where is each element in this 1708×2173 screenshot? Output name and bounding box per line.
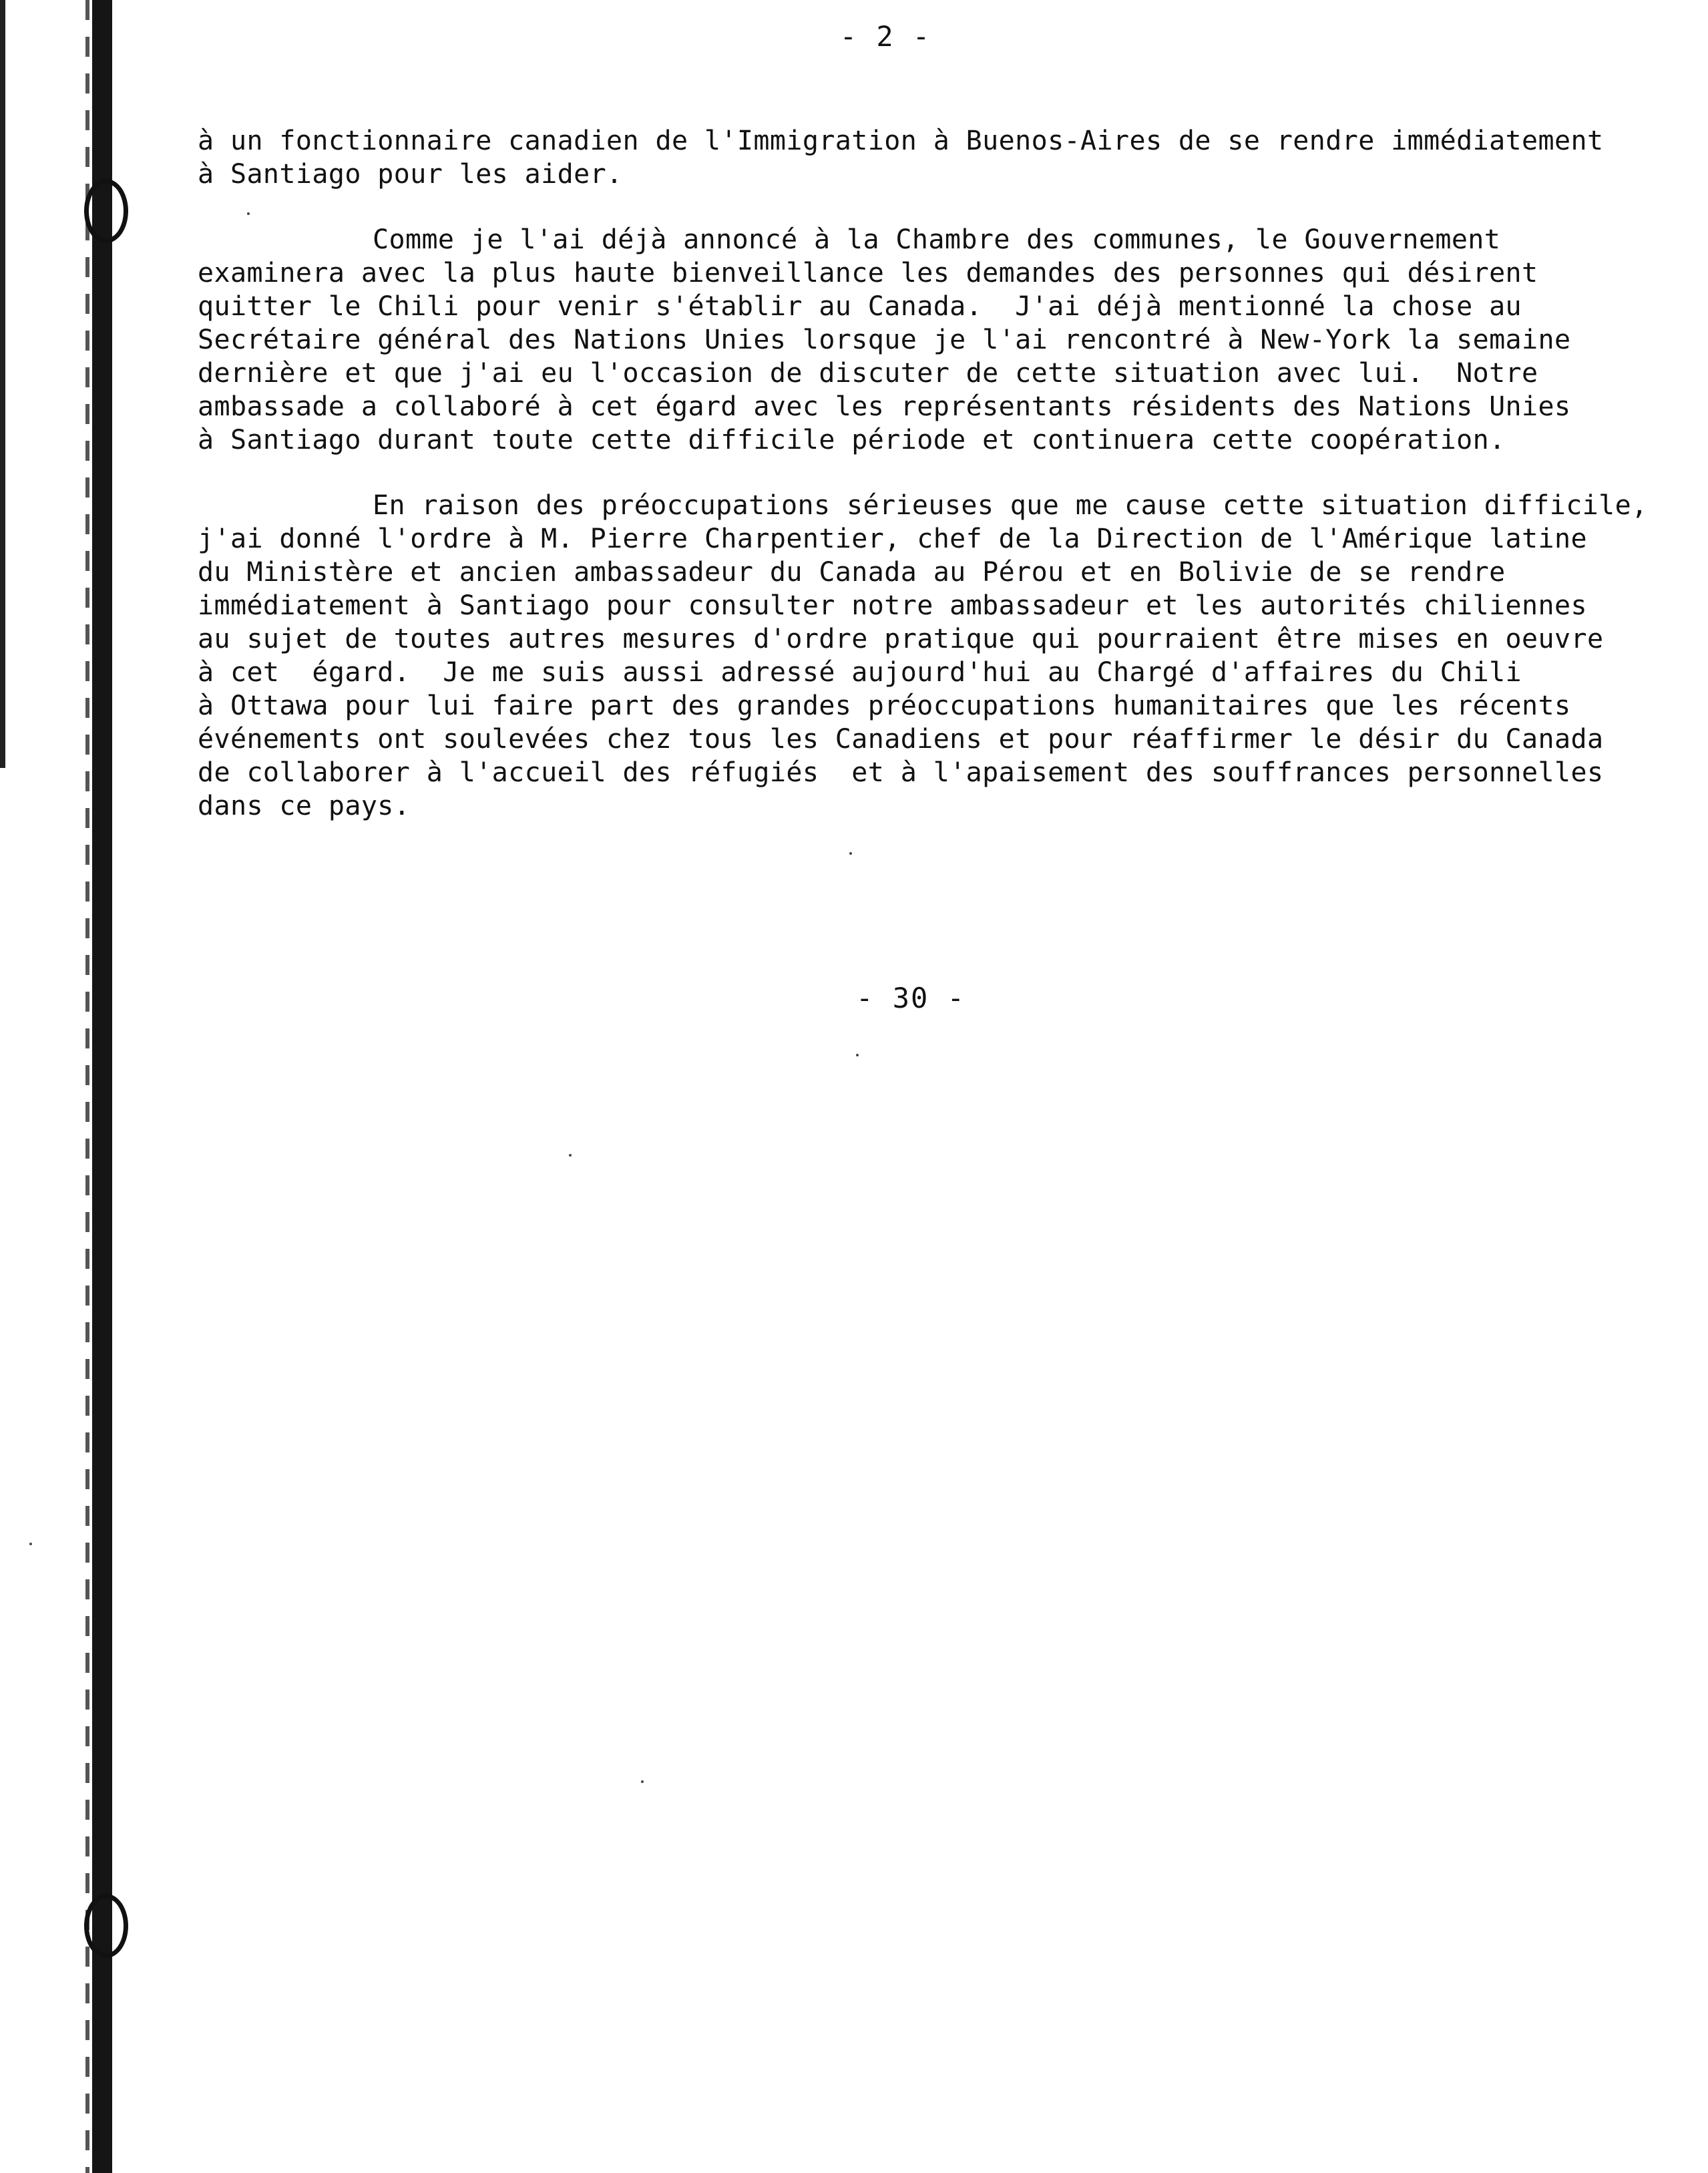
text-line: à Ottawa pour lui faire part des grandes préoccupations humanitaires que les récents [198, 690, 1571, 721]
scan-speck [247, 212, 250, 215]
paragraph-gap [198, 191, 1693, 223]
text-line: ambassade a collaboré à cet égard avec les représentants résidents des Nations Unies [198, 391, 1571, 422]
text-line: Secrétaire général des Nations Unies lorsque je l'ai rencontré à New-York la semaine [198, 325, 1571, 355]
text-line: quitter le Chili pour venir s'établir au Canada. J'ai déjà mentionné la chose au [198, 291, 1522, 322]
paragraph-3 [198, 489, 1693, 823]
text-line: de collaborer à l'accueil des réfugiés et à l'apaisement des souffrances personnelles [198, 757, 1604, 788]
text-line: à un fonctionnaire canadien de l'Immigration à Buenos-Aires de se rendre immédiatement [198, 126, 1604, 156]
text-line: Comme je l'ai déjà annoncé à la Chambre des communes, le Gouvernement [373, 224, 1501, 255]
scan-speck [29, 1543, 32, 1545]
binding-hole-bottom [84, 1894, 128, 1958]
binding-edge [0, 0, 117, 2173]
text-line: dans ce pays. [198, 791, 411, 821]
text-line: examinera avec la plus haute bienveillance les demandes des personnes qui désirent [198, 258, 1538, 288]
text-line: à Santiago pour les aider. [198, 159, 623, 190]
text-line: au sujet de toutes autres mesures d'ordre pratique qui pourraient être mises en oeuvre [198, 624, 1604, 654]
letter-body [198, 124, 1693, 823]
end-mark: - 30 - [856, 982, 966, 1014]
scan-speck [641, 1780, 644, 1783]
text-line: dernière et que j'ai eu l'occasion de discuter de cette situation avec lui. Notre [198, 358, 1538, 389]
binding-bar [92, 0, 112, 2173]
text-line: à Santiago durant toute cette difficile période et continuera cette coopération. [198, 425, 1506, 455]
text-line: du Ministère et ancien ambassadeur du Canada au Pérou et en Bolivie de se rendre [198, 557, 1506, 588]
text-line: En raison des préoccupations sérieuses que me cause cette situation difficile, [373, 490, 1648, 521]
scan-speck [569, 1154, 572, 1157]
page-number: - 2 - [839, 20, 931, 53]
text-line: événements ont soulevées chez tous les Canadiens et pour réaffirmer le désir du Canada [198, 724, 1604, 755]
text-line: j'ai donné l'ordre à M. Pierre Charpentier, chef de la Direction de l'Amérique latine [198, 524, 1587, 554]
paragraph-1 [198, 124, 1693, 191]
text-line: immédiatement à Santiago pour consulter notre ambassadeur et les autorités chiliennes [198, 590, 1587, 621]
binding-hole-top [84, 179, 128, 243]
text-line: à cet égard. Je me suis aussi adressé aujourd'hui au Chargé d'affaires du Chili [198, 657, 1522, 688]
paragraph-2 [198, 223, 1693, 457]
paragraph-gap [198, 457, 1693, 489]
scan-speck [856, 1054, 859, 1056]
binding-bar-edge [85, 0, 89, 2173]
scan-speck [849, 852, 852, 855]
binding-thin-line [0, 0, 5, 768]
